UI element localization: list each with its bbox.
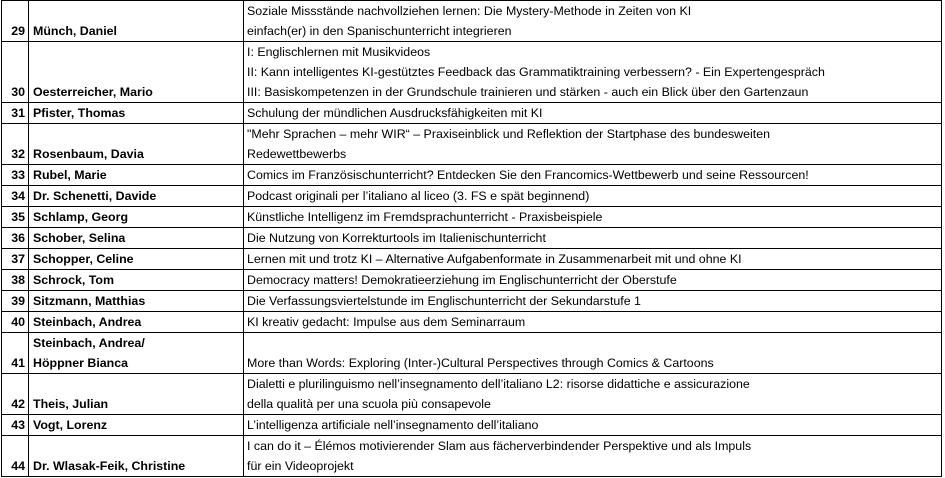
session-title [244, 103, 942, 124]
speaker-table-body [2, 1, 942, 477]
session-title [244, 249, 942, 270]
table-row [2, 124, 942, 165]
speaker-name [29, 103, 244, 124]
session-title [244, 333, 942, 374]
row-number: 37 [2, 249, 29, 270]
table-row [2, 333, 942, 374]
speaker-name-line: Schrock, Tom [33, 273, 115, 287]
session-title-line: Die Nutzung von Korrekturtools im Italienischunterricht [247, 231, 546, 245]
speaker-name [29, 1, 244, 42]
row-number: 41 [2, 333, 29, 374]
session-title-line [247, 333, 938, 353]
row-number: 34 [2, 186, 29, 207]
session-title-line: einfach(er) in den Spanischunterricht integrieren [247, 24, 512, 38]
speaker-name-line: Steinbach, Andrea [33, 315, 142, 329]
session-title-line: Lernen mit und trotz KI – Alternative Aufgabenformate in Zusammenarbeit mit und ohne KI [247, 252, 742, 266]
session-title [244, 186, 942, 207]
table-row [2, 165, 942, 186]
session-title [244, 270, 942, 291]
table-row [2, 374, 942, 415]
session-title-line: Dialetti e plurilinguismo nell’insegnamento dell’italiano L2: risorse didattiche e assicurazione [247, 377, 750, 391]
session-title-line: Künstliche Intelligenz im Fremdsprachunterricht - Praxisbeispiele [247, 210, 603, 224]
row-number: 38 [2, 270, 29, 291]
speaker-name [29, 124, 244, 165]
row-number: 43 [2, 415, 29, 436]
session-title-line: II: Kann intelligentes KI-gestütztes Feedback das Grammatiktraining verbessern? - Ein Expertengespräch [247, 65, 825, 79]
table-row [2, 42, 942, 103]
row-number: 42 [2, 374, 29, 415]
session-title-line: III: Basiskompetenzen in der Grundschule trainieren und stärken - auch ein Blick über den Gartenzaun [247, 85, 809, 99]
session-title-line: Redewettbewerbs [247, 147, 347, 161]
session-title [244, 415, 942, 436]
row-number: 39 [2, 291, 29, 312]
session-title [244, 312, 942, 333]
table-row [2, 103, 942, 124]
speaker-name [29, 228, 244, 249]
speaker-name-line: Rubel, Marie [33, 168, 107, 182]
session-title-line: KI kreativ gedacht: Impulse aus dem Seminarraum [247, 315, 526, 329]
speaker-name-line: Schlamp, Georg [33, 210, 129, 224]
session-title [244, 42, 942, 103]
speaker-name [29, 207, 244, 228]
session-title [244, 374, 942, 415]
speaker-name [29, 186, 244, 207]
speaker-name-line: Sitzmann, Matthias [33, 294, 146, 308]
table-row [2, 186, 942, 207]
session-title-line: I: Englischlernen mit Musikvideos [247, 45, 431, 59]
row-number: 33 [2, 165, 29, 186]
session-title-line: Democracy matters! Demokratieerziehung im Englischunterricht der Oberstufe [247, 273, 677, 287]
speaker-name-line: Theis, Julian [33, 397, 109, 411]
session-title-line: Die Verfassungsviertelstunde im Englischunterricht der Sekundarstufe 1 [247, 294, 641, 308]
session-title-line: I can do it – Élémos motivierender Slam aus fächerverbindender Perspektive und als Impuls [247, 439, 752, 453]
row-number: 32 [2, 124, 29, 165]
speaker-name-line: Rosenbaum, Davia [33, 147, 144, 161]
row-number: 29 [2, 1, 29, 42]
table-row [2, 207, 942, 228]
speaker-name [29, 312, 244, 333]
speaker-name [29, 333, 244, 374]
table-row [2, 228, 942, 249]
speaker-name [29, 415, 244, 436]
session-title [244, 207, 942, 228]
speaker-name [29, 42, 244, 103]
speaker-name-line: Dr. Wlasak-Feik, Christine [33, 459, 186, 473]
speaker-name-line: Dr. Schenetti, Davide [33, 189, 157, 203]
session-title-line: Comics im Französischunterricht? Entdecken Sie den Francomics-Wettbewerb und seine Ressourcen! [247, 168, 809, 182]
speaker-name [29, 436, 244, 477]
row-number: 30 [2, 42, 29, 103]
session-title-line: Schulung der mündlichen Ausdrucksfähigkeiten mit KI [247, 106, 543, 120]
session-title-line: Podcast originali per l’italiano al liceo (3. FS e spät beginnend) [247, 189, 590, 203]
session-title-line: "Mehr Sprachen – mehr WIR“ – Praxiseinblick und Reflektion der Startphase des bundesweiten [247, 127, 771, 141]
session-title [244, 291, 942, 312]
speaker-name-line: Schober, Selina [33, 231, 126, 245]
speaker-name [29, 165, 244, 186]
session-title [244, 165, 942, 186]
session-title-line: für ein Videoprojekt [247, 459, 354, 473]
table-row [2, 1, 942, 42]
session-title [244, 1, 942, 42]
session-title [244, 124, 942, 165]
row-number: 35 [2, 207, 29, 228]
speaker-name-line: Steinbach, Andrea/ [33, 336, 145, 350]
session-title-line: Soziale Missstände nachvollziehen lernen: Die Mystery-Methode in Zeiten von KI [247, 4, 692, 18]
speaker-name [29, 291, 244, 312]
row-number: 40 [2, 312, 29, 333]
session-title-line: L’intelligenza artificiale nell’insegnamento dell’italiano [247, 418, 539, 432]
speaker-name-line: Oesterreicher, Mario [33, 85, 153, 99]
table-row [2, 312, 942, 333]
session-title [244, 436, 942, 477]
speaker-name [29, 270, 244, 291]
speaker-name-line: Vogt, Lorenz [33, 418, 108, 432]
table-row [2, 249, 942, 270]
row-number: 31 [2, 103, 29, 124]
row-number: 36 [2, 228, 29, 249]
speaker-table [1, 0, 942, 477]
speaker-name-line: Pfister, Thomas [33, 106, 126, 120]
session-title-line: della qualità per una scuola più consapevole [247, 397, 491, 411]
row-number: 44 [2, 436, 29, 477]
session-title-line: More than Words: Exploring (Inter-)Cultural Perspectives through Comics & Cartoons [247, 356, 714, 370]
table-row [2, 291, 942, 312]
speaker-name [29, 249, 244, 270]
table-row [2, 270, 942, 291]
speaker-name-line: Münch, Daniel [33, 24, 117, 38]
session-title [244, 228, 942, 249]
speaker-name-line: Schopper, Celine [33, 252, 134, 266]
speaker-name [29, 374, 244, 415]
table-row [2, 415, 942, 436]
table-row [2, 436, 942, 477]
speaker-name-line: Höppner Bianca [33, 356, 129, 370]
